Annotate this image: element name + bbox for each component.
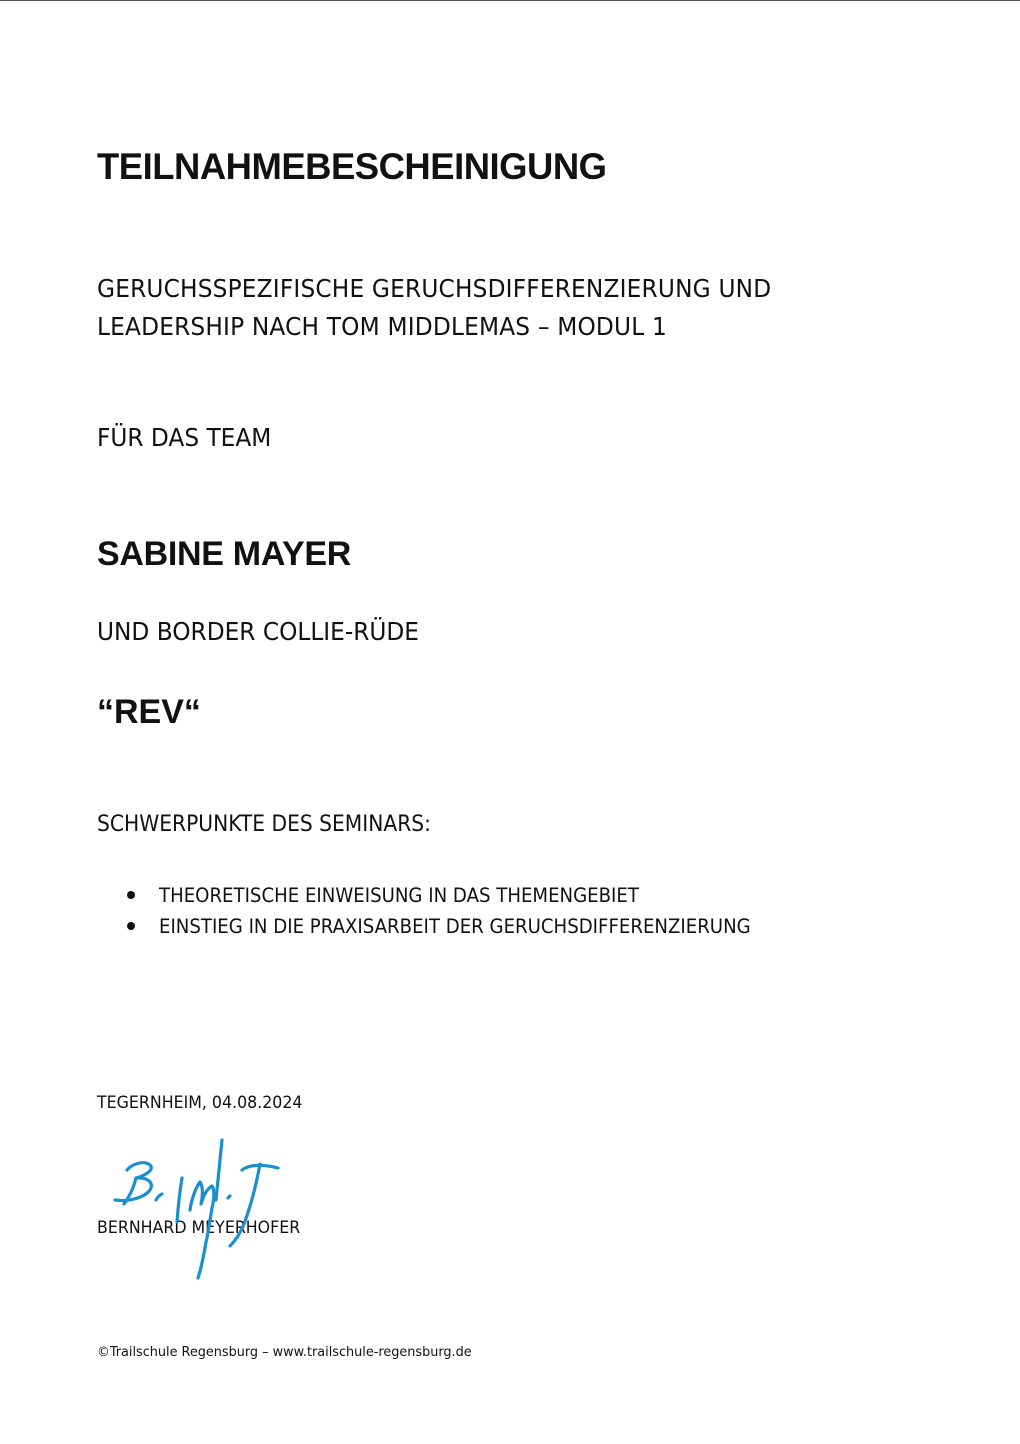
signature-stroke [190,1182,214,1278]
focus-heading: SCHWERPUNKTE DES SEMINARS: [97,812,431,837]
top-border-line [0,0,1020,1]
signature-stroke [156,1194,162,1200]
footer-copyright: ©Trailschule Regensburg – www.trailschule-regensburg.de [97,1344,472,1360]
focus-list [127,880,795,942]
participant-name: SABINE MAYER [97,535,351,573]
course-title-line-2: LEADERSHIP NACH TOM MIDDLEMAS – MODUL 1 [97,312,667,341]
for-team-label: FÜR DAS TEAM [97,423,272,452]
signature-stroke [216,1140,222,1200]
focus-item-text: THEORETISCHE EINWEISUNG IN DAS THEMENGEBIET [159,884,639,907]
signature-stroke [115,1163,151,1201]
signature-stroke [230,1164,260,1246]
focus-item-text: EINSTIEG IN DIE PRAXISARBEIT DER GERUCHSDIFFERENZIERUNG [159,915,751,938]
focus-list-item [127,880,795,911]
dog-description: UND BORDER COLLIE-RÜDE [97,617,419,646]
course-title [97,270,822,346]
bullet-icon [127,922,135,930]
certificate-title: TEILNAHMEBESCHEINIGUNG [97,146,607,187]
signer-name: BERNHARD MEYERHOFER [97,1218,301,1238]
signature-image [100,1130,290,1290]
bullet-icon [127,891,135,899]
place-date: TEGERNHEIM, 04.08.2024 [97,1093,303,1113]
course-title-line-1: GERUCHSSPEZIFISCHE GERUCHSDIFFERENZIERUNG UND [97,274,772,303]
dog-name: “REV“ [97,693,201,731]
signature-stroke [177,1178,182,1222]
signature-strokes [115,1140,278,1278]
focus-list-item [127,911,795,942]
signature-stroke [228,1196,230,1198]
